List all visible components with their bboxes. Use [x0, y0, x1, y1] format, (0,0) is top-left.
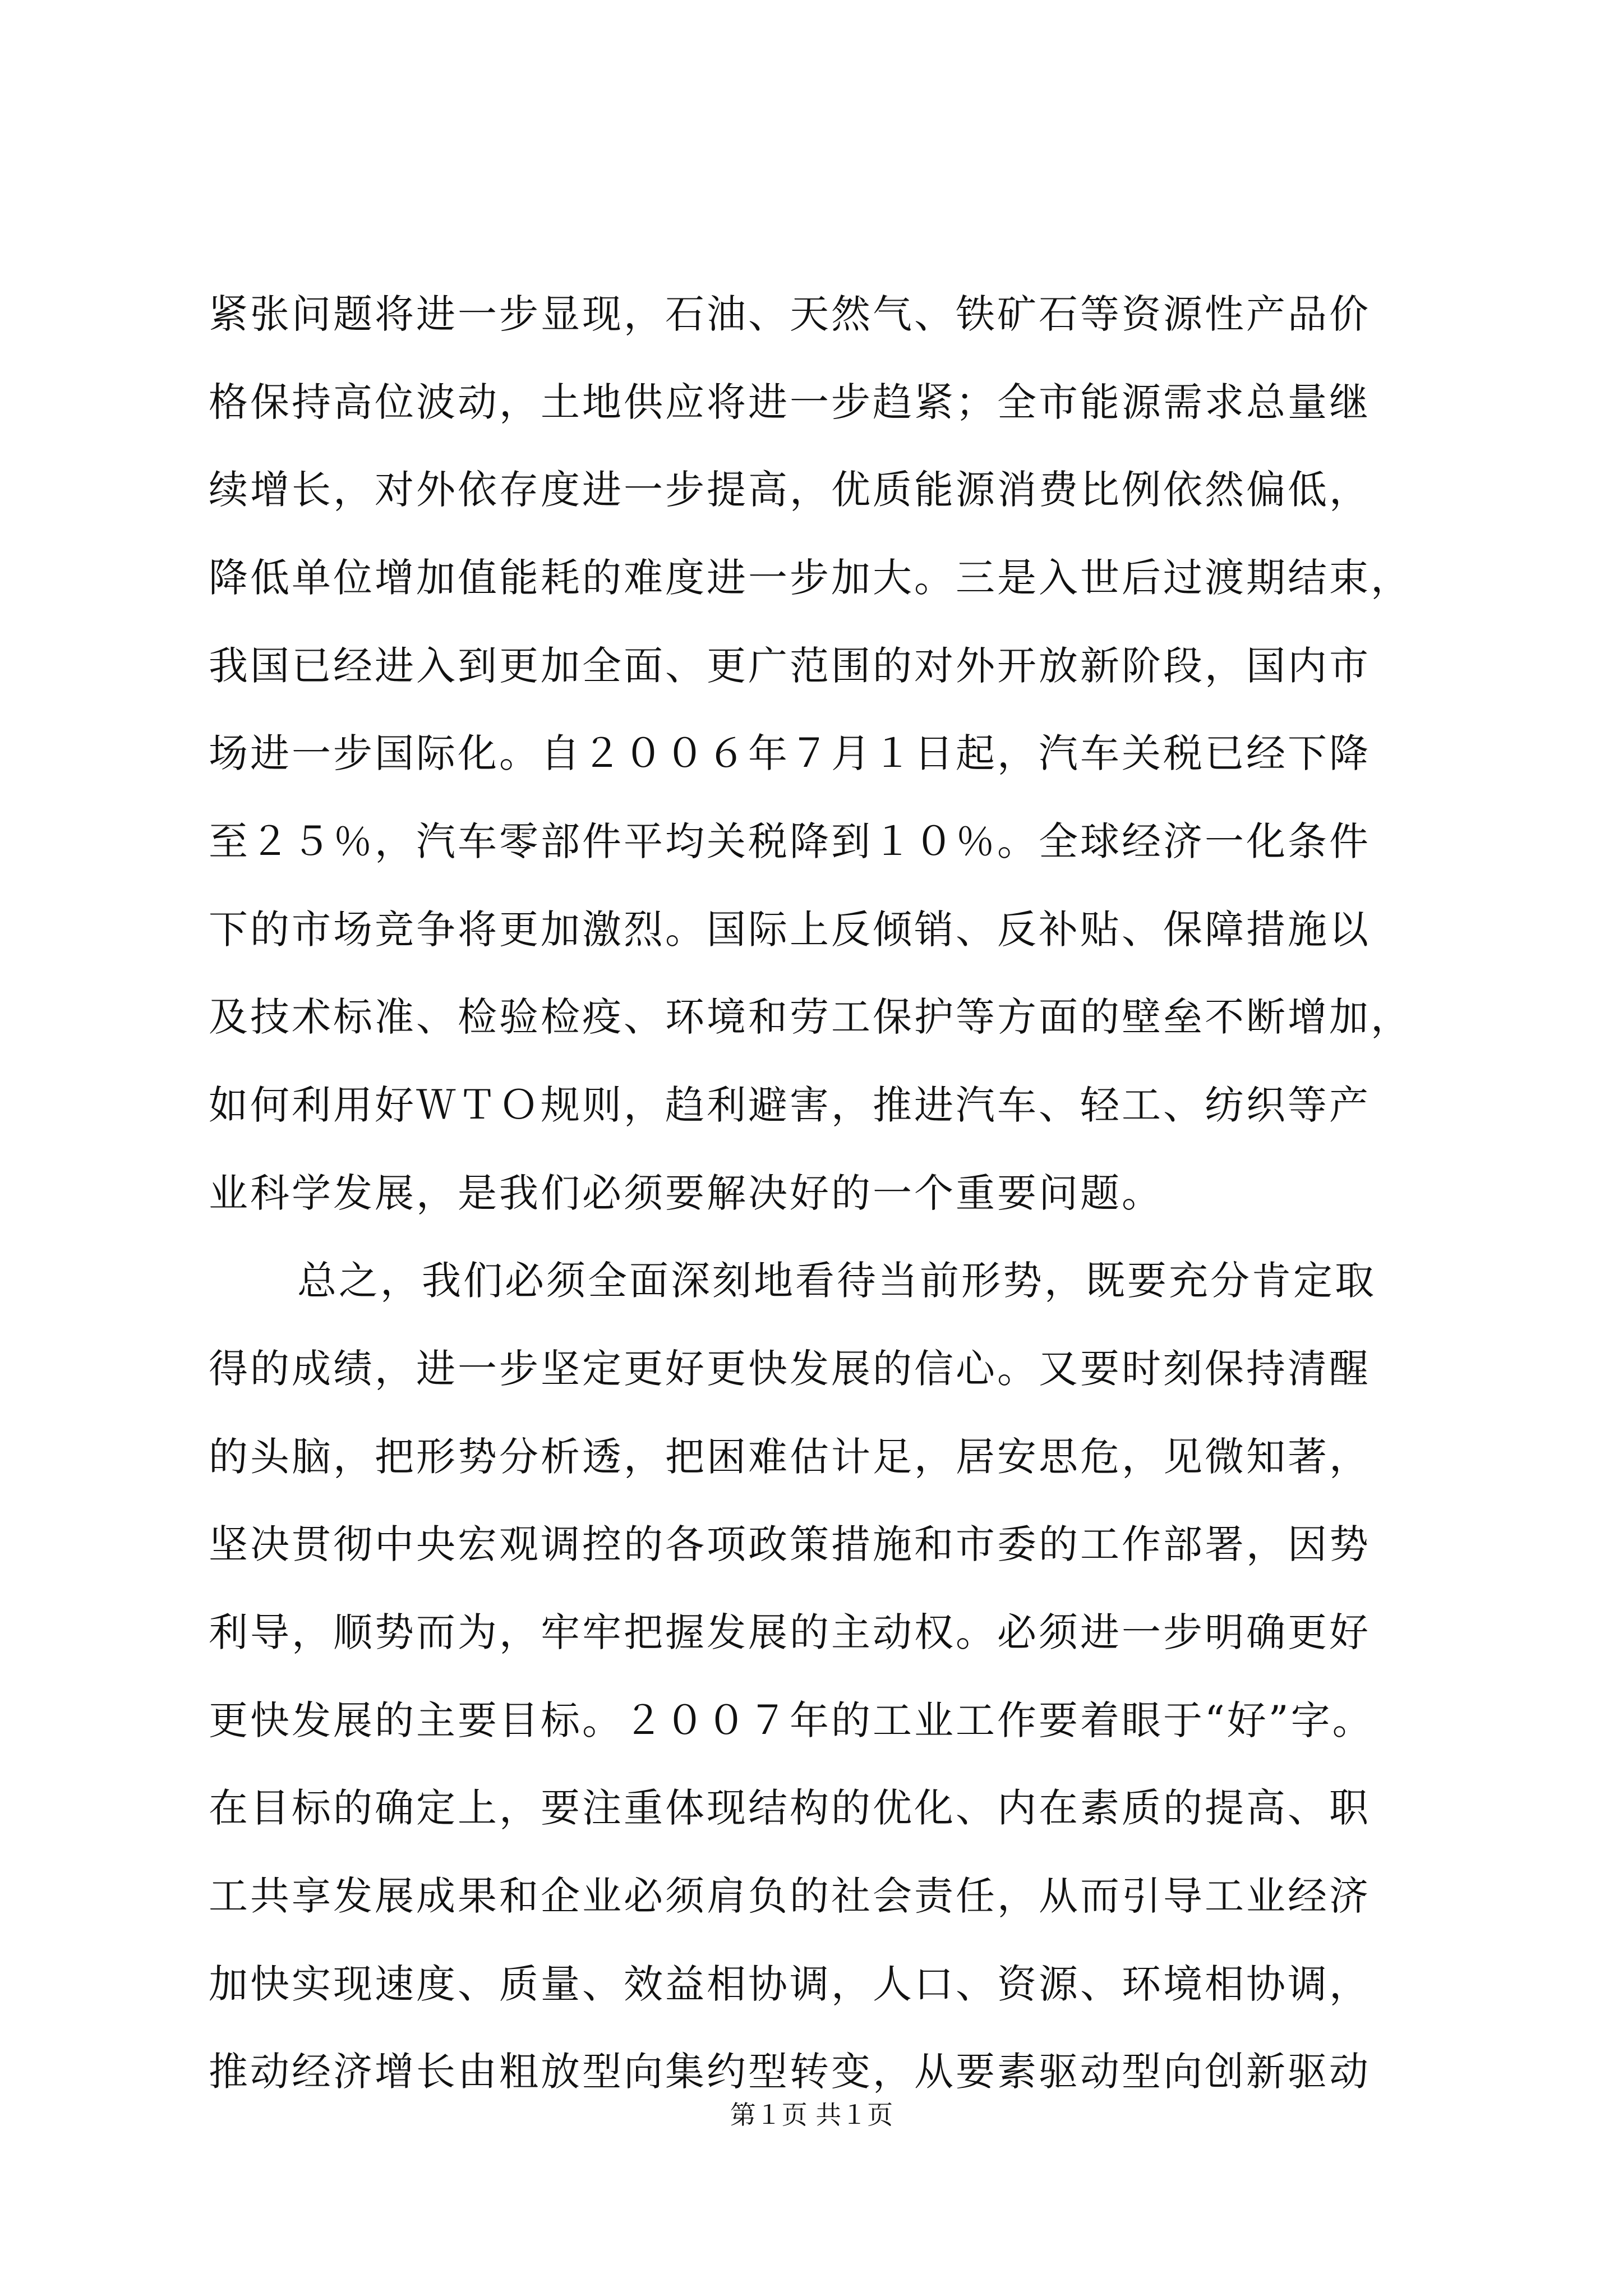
text-line-18: 在目标的确定上，要注重体现结构的优化、内在素质的提高、职 [209, 1785, 1371, 1831]
text-line-2: 格保持高位波动，土地供应将进一步趋紧；全市能源需求总量继 [209, 379, 1371, 425]
text-line-20: 加快实现速度、质量、效益相协调，人口、资源、环境相协调， [209, 1961, 1371, 2007]
text-line-19: 工共享发展成果和企业必须肩负的社会责任，从而引导工业经济 [209, 1873, 1371, 1919]
text-line-10: 如何利用好ＷＴＯ规则，趋利避害，推进汽车、轻工、纺织等产 [209, 1082, 1371, 1128]
text-line-7: 至２５％，汽车零部件平均关税降到１０％。全球经济一化条件 [209, 818, 1371, 864]
text-line-13: 得的成绩，进一步坚定更好更快发展的信心。又要时刻保持清醒 [209, 1346, 1371, 1392]
text-line-1: 紧张问题将进一步显现，石油、天然气、铁矿石等资源性产品价 [209, 291, 1371, 337]
paragraph-start-line: 总之，我们必须全面深刻地看待当前形势，既要充分肯定取 [297, 1258, 1376, 1304]
text-line-11: 业科学发展，是我们必须要解决好的一个重要问题。 [209, 1170, 1163, 1216]
text-line-16: 利导，顺势而为，牢牢把握发展的主动权。必须进一步明确更好 [209, 1609, 1371, 1655]
text-line-17: 更快发展的主要目标。２００７年的工业工作要着眼于“好”字。 [209, 1697, 1374, 1743]
text-line-5: 我国已经进入到更加全面、更广范围的对外开放新阶段，国内市 [209, 643, 1371, 689]
page-number-footer: 第１页 共１页 [730, 2100, 893, 2130]
text-line-4: 降低单位增加值能耗的难度进一步加大。三是入世后过渡期结束， [209, 555, 1412, 601]
text-line-21: 推动经济增长由粗放型向集约型转变，从要素驱动型向创新驱动 [209, 2049, 1371, 2095]
text-line-8: 下的市场竞争将更加激烈。国际上反倾销、反补贴、保障措施以 [209, 907, 1371, 953]
text-line-9: 及技术标准、检验检疫、环境和劳工保护等方面的壁垒不断增加， [209, 994, 1412, 1040]
text-line-3: 续增长，对外依存度进一步提高，优质能源消费比例依然偏低， [209, 467, 1371, 513]
text-line-6: 场进一步国际化。自２００６年７月１日起，汽车关税已经下降 [209, 730, 1371, 776]
text-line-15: 坚决贯彻中央宏观调控的各项政策措施和市委的工作部署，因势 [209, 1521, 1371, 1567]
text-line-14: 的头脑，把形势分析透，把困难估计足，居安思危，见微知著， [209, 1434, 1371, 1480]
